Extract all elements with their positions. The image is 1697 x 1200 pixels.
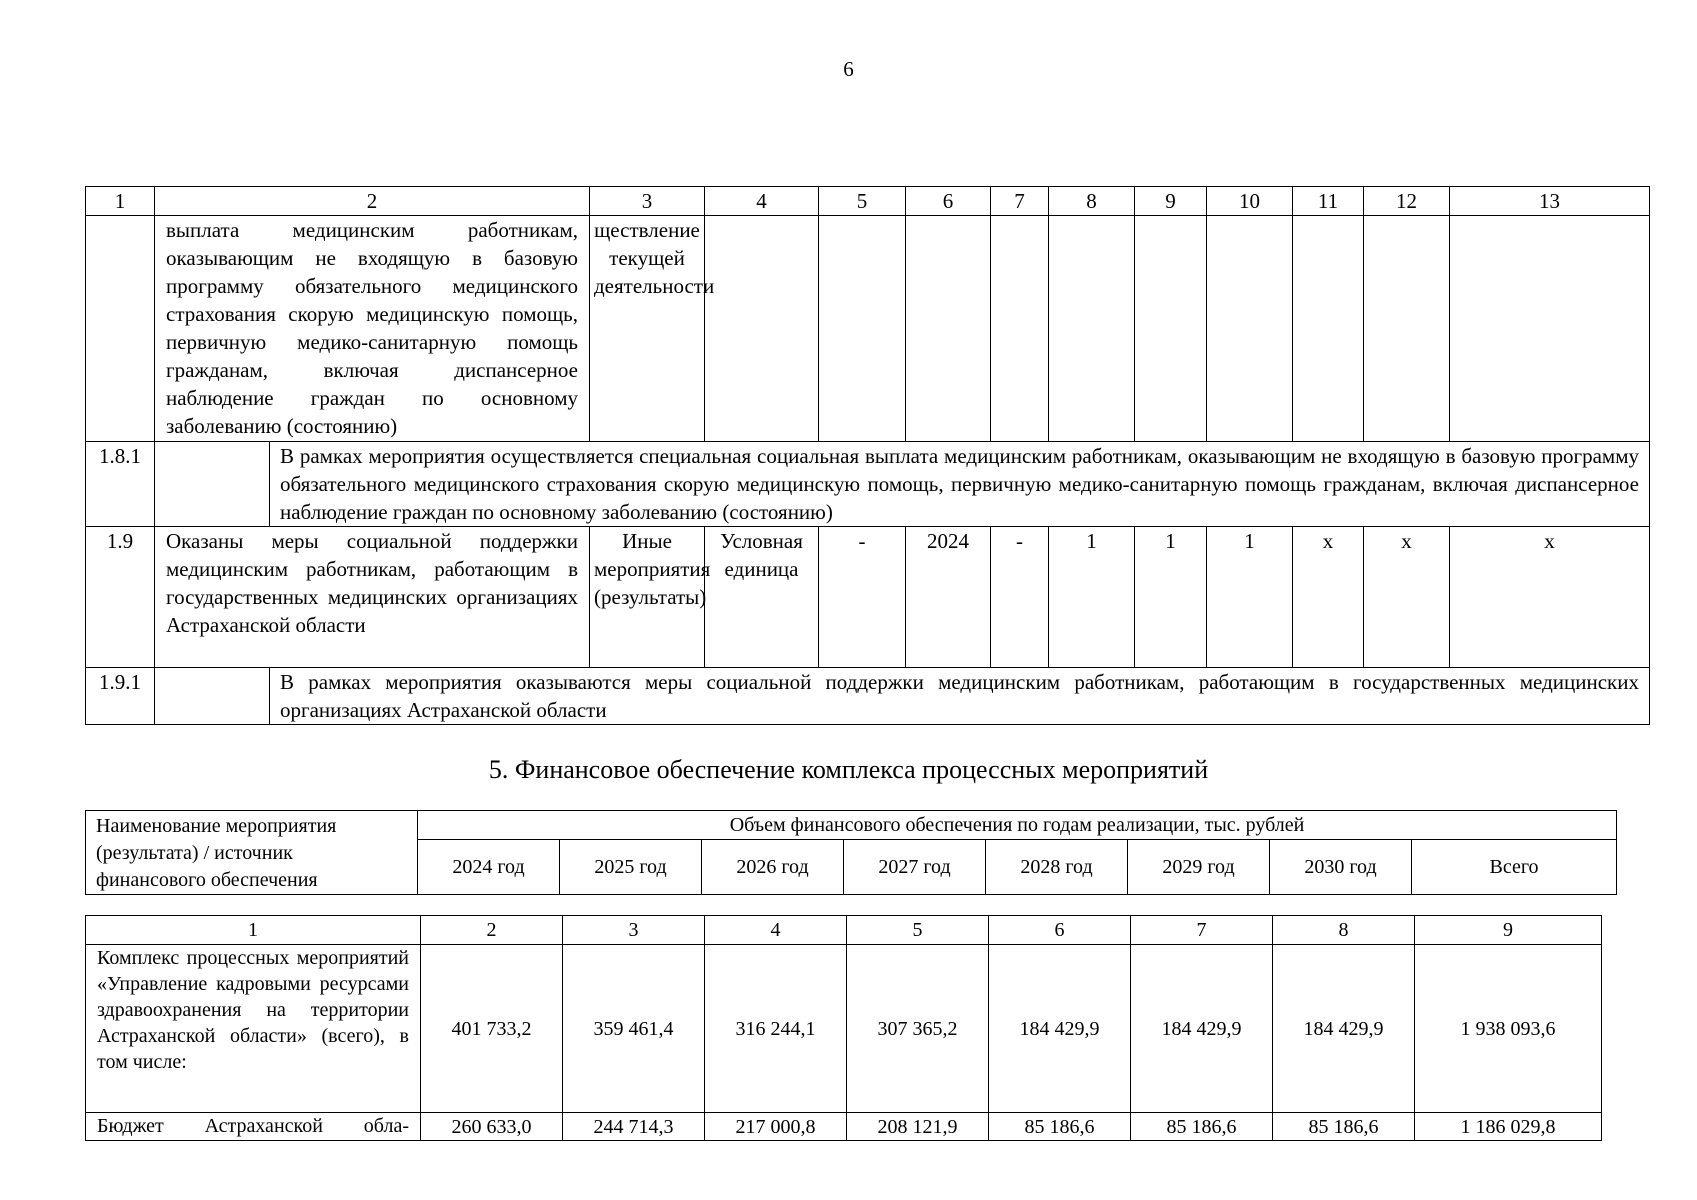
finance-value: 307 365,2 (847, 945, 989, 1113)
header-cell: 10 (1207, 187, 1293, 216)
table-cell (819, 216, 906, 442)
year-header: 2028 год (986, 840, 1128, 895)
activities-table (85, 186, 1650, 725)
table-cell (1293, 216, 1364, 442)
table-cell: 1 (1135, 527, 1207, 668)
header-cell: 4 (705, 187, 819, 216)
column-number-cell: 8 (1273, 916, 1415, 945)
activity-type-cell: Иные мероприятия (результаты) (590, 527, 705, 668)
year-header: 2030 год (1270, 840, 1412, 895)
finance-body-table (85, 915, 1602, 1141)
column-number-cell: 4 (705, 916, 847, 945)
volume-caption: Объем финансового обеспечения по годам реализации, тыс. рублей (418, 811, 1617, 840)
table-cell (906, 216, 991, 442)
column-number-cell: 6 (989, 916, 1131, 945)
column-number-cell: 9 (1415, 916, 1602, 945)
table-cell (155, 442, 270, 527)
finance-value: 316 244,1 (705, 945, 847, 1113)
header-cell: 13 (1450, 187, 1650, 216)
finance-value: 85 186,6 (1273, 1113, 1415, 1141)
table-row (86, 668, 1650, 725)
table-cell: - (819, 527, 906, 668)
year-header: 2026 год (702, 840, 844, 895)
header-cell: 2 (155, 187, 590, 216)
finance-value: 184 429,9 (1273, 945, 1415, 1113)
column-number-cell: 3 (563, 916, 705, 945)
year-header: 2027 год (844, 840, 986, 895)
table-cell (1450, 216, 1650, 442)
table-cell: 1 (1049, 527, 1135, 668)
row-number-cell: 1.9 (86, 527, 155, 668)
table-cell (1135, 216, 1207, 442)
header-cell: 3 (590, 187, 705, 216)
table-cell (991, 216, 1049, 442)
year-header: 2024 год (418, 840, 560, 895)
table-cell: x (1293, 527, 1364, 668)
column-number-cell: 5 (847, 916, 989, 945)
year-header: 2025 год (560, 840, 702, 895)
finance-value: 85 186,6 (1131, 1113, 1273, 1141)
row-number-cell: 1.9.1 (86, 668, 155, 725)
finance-value: 401 733,2 (421, 945, 563, 1113)
header-cell: 6 (906, 187, 991, 216)
description-cell: В рамках мероприятия оказываются меры социальной поддержки медицинским работникам, работающим в государственных медицинских организациях Астраханской области (270, 668, 1650, 725)
column-number-cell: 7 (1131, 916, 1273, 945)
finance-value: 260 633,0 (421, 1113, 563, 1141)
table-header-row (86, 187, 1650, 216)
row-number-cell: 1.8.1 (86, 442, 155, 527)
finance-item-name: Бюджет Астраханской обла- (86, 1113, 421, 1141)
finance-header-row (86, 811, 1617, 840)
column-number-cell: 2 (421, 916, 563, 945)
header-cell: 1 (86, 187, 155, 216)
header-cell: 11 (1293, 187, 1364, 216)
column-number-cell: 1 (86, 916, 421, 945)
finance-value: 184 429,9 (989, 945, 1131, 1113)
finance-total: 1 186 029,8 (1415, 1113, 1602, 1141)
section-title: 5. Финансовое обеспечение комплекса процессных мероприятий (488, 755, 1209, 784)
table-cell: x (1450, 527, 1650, 668)
table-cell: 2024 (906, 527, 991, 668)
table-cell (86, 216, 155, 442)
finance-value: 359 461,4 (563, 945, 705, 1113)
table-cell (1364, 216, 1450, 442)
table-cell (155, 668, 270, 725)
total-header: Всего (1412, 840, 1617, 895)
finance-item-name: Комплекс процессных мероприятий «Управление кадровыми ресурсами здравоохранения на территории Астраханской области» (всего), в том числе: (86, 945, 421, 1113)
header-cell: 8 (1049, 187, 1135, 216)
table-cell (705, 216, 819, 442)
table-cell: 1 (1207, 527, 1293, 668)
year-header: 2029 год (1128, 840, 1270, 895)
description-cell: В рамках мероприятия осуществляется специальная социальная выплата медицинским работникам, оказывающим не входящую в базовую программу обязательного медицинского страхования скорую медицинскую помощь, первичную медико-санитарную помощь гражданам, включая диспансерное наблюдение граждан по основному заболеванию (состоянию) (270, 442, 1650, 527)
finance-value: 208 121,9 (847, 1113, 989, 1141)
finance-value: 184 429,9 (1131, 945, 1273, 1113)
finance-value: 244 714,3 (563, 1113, 705, 1141)
unit-cell: Условная единица (705, 527, 819, 668)
column-number-row (86, 916, 1602, 945)
activity-name-cell: выплата медицинским работникам, оказывающим не входящую в базовую программу обязательного медицинского страхования скорую медицинскую помощь, первичную медико-санитарную помощь гражданам, включая диспансерное наблюдение граждан по основному заболеванию (состоянию) (155, 216, 590, 442)
table-cell: x (1364, 527, 1450, 668)
finance-total: 1 938 093,6 (1415, 945, 1602, 1113)
finance-value: 85 186,6 (989, 1113, 1131, 1141)
name-column-header: Наименование мероприятия (результата) / источник финансового обеспечения (86, 811, 418, 895)
page-number: 6 (843, 57, 854, 81)
table-cell: - (991, 527, 1049, 668)
finance-value: 217 000,8 (705, 1113, 847, 1141)
header-cell: 12 (1364, 187, 1450, 216)
activity-name-cell: Оказаны меры социальной поддержки медицинским работникам, работающим в государственных медицинских организациях Астраханской области (155, 527, 590, 668)
activity-type-cell: ществление текущей деятельности (590, 216, 705, 442)
header-cell: 9 (1135, 187, 1207, 216)
header-cell: 7 (991, 187, 1049, 216)
table-cell (1049, 216, 1135, 442)
table-row (86, 216, 1650, 442)
table-row (86, 945, 1602, 1113)
table-row (86, 527, 1650, 668)
header-cell: 5 (819, 187, 906, 216)
table-row (86, 442, 1650, 527)
finance-header-table (85, 810, 1617, 895)
table-cell (1207, 216, 1293, 442)
table-row (86, 1113, 1602, 1141)
